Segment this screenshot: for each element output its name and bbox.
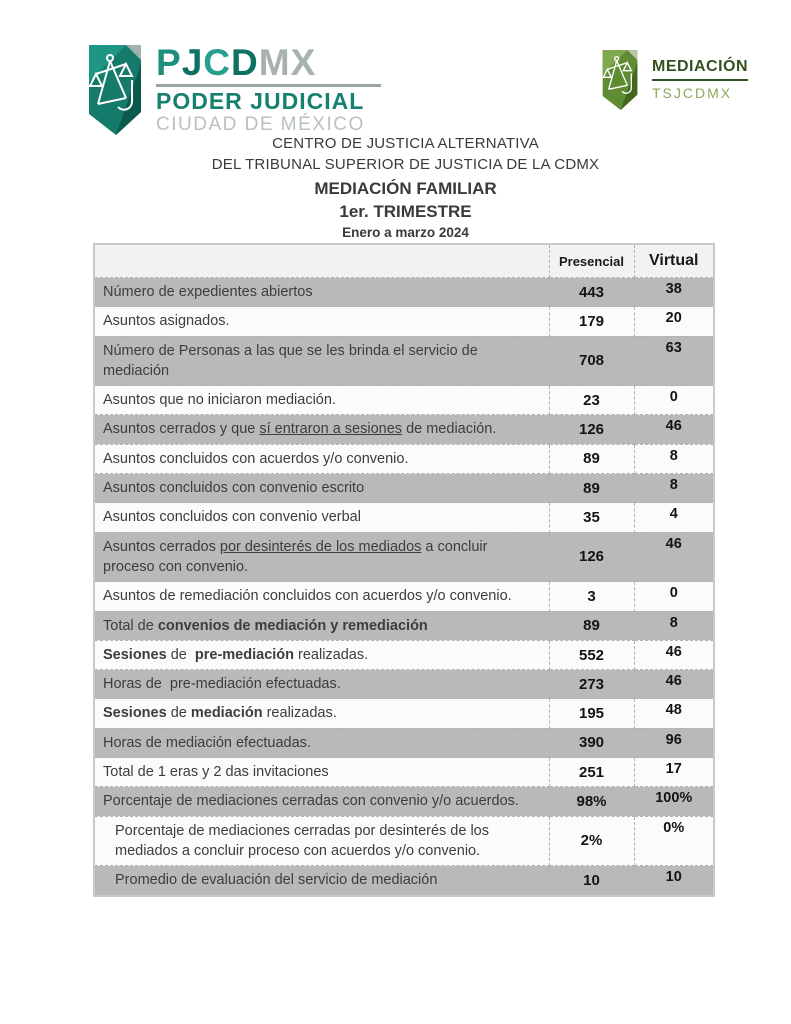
row-label bbox=[94, 503, 549, 532]
row-label-segment: Asuntos cerrados bbox=[103, 538, 220, 555]
row-label bbox=[94, 728, 549, 757]
presencial-column-header: Presencial bbox=[549, 244, 634, 278]
pjcdmx-logo bbox=[86, 42, 381, 138]
virtual-value: 8 bbox=[634, 444, 714, 473]
row-label-segment: de bbox=[166, 646, 195, 663]
virtual-value: 20 bbox=[634, 307, 714, 336]
row-label bbox=[94, 640, 549, 669]
row-label-segment: sí entraron a sesiones bbox=[259, 421, 403, 438]
row-label-segment: Porcentaje de mediaciones cerradas por desinterés de los mediados a concluir proceso con acuerdos y/o convenio. bbox=[115, 822, 494, 859]
row-label-segment: por desinterés de los mediados bbox=[219, 538, 422, 555]
row-label bbox=[94, 307, 549, 336]
stats-table-body bbox=[94, 278, 714, 896]
row-label-segment: Promedio de evaluación del servicio de mediación bbox=[115, 872, 438, 889]
row-label-segment: Asuntos que no iniciaron mediación. bbox=[103, 392, 336, 409]
row-label bbox=[94, 532, 549, 582]
virtual-value: 38 bbox=[634, 278, 714, 307]
scales-of-justice-icon bbox=[86, 42, 150, 138]
virtual-value: 17 bbox=[634, 758, 714, 787]
mediacion-shield-icon bbox=[600, 48, 644, 112]
virtual-value: 0% bbox=[634, 816, 714, 866]
row-label bbox=[94, 386, 549, 415]
presencial-value: 89 bbox=[549, 474, 634, 503]
row-label-segment: Asuntos de remediación concluidos con acuerdos y/o convenio. bbox=[103, 588, 512, 605]
poder-judicial-label: PODER JUDICIAL bbox=[156, 88, 365, 114]
row-label bbox=[94, 699, 549, 728]
tsjcdmx-label: TSJCDMX bbox=[652, 85, 733, 101]
table-row bbox=[94, 670, 714, 699]
mediation-stats-table bbox=[93, 243, 715, 897]
presencial-value: 552 bbox=[549, 640, 634, 669]
acronym-letter: P bbox=[156, 42, 182, 83]
virtual-value: 100% bbox=[634, 787, 714, 816]
table-row bbox=[94, 816, 714, 866]
ciudad-de-mexico-label: CIUDAD DE MÉXICO bbox=[156, 114, 365, 136]
row-label-segment: de mediación. bbox=[402, 421, 497, 438]
mediacion-label: MEDIACIÓN bbox=[652, 58, 748, 81]
presencial-value: 708 bbox=[549, 336, 634, 386]
table-row bbox=[94, 611, 714, 640]
row-label bbox=[94, 816, 549, 866]
acronym-letter: D bbox=[231, 42, 259, 83]
table-row bbox=[94, 278, 714, 307]
table-row bbox=[94, 503, 714, 532]
table-row bbox=[94, 307, 714, 336]
row-label-segment: pre-mediación bbox=[194, 646, 294, 663]
virtual-value: 0 bbox=[634, 582, 714, 611]
row-label-segment: a concluir proceso con convenio. bbox=[103, 538, 492, 575]
row-label bbox=[94, 670, 549, 699]
row-label bbox=[94, 611, 549, 640]
presencial-value: 89 bbox=[549, 611, 634, 640]
virtual-column-header: Virtual bbox=[634, 244, 714, 278]
row-label bbox=[94, 336, 549, 386]
presencial-value: 126 bbox=[549, 532, 634, 582]
label-column-header bbox=[94, 244, 549, 278]
row-label-segment: Total de bbox=[103, 617, 158, 634]
row-label bbox=[94, 787, 549, 816]
virtual-value: 8 bbox=[634, 611, 714, 640]
row-label-segment: Porcentaje de mediaciones cerradas con convenio y/o acuerdos. bbox=[103, 793, 519, 810]
row-label-segment: de bbox=[166, 705, 191, 722]
row-label-segment: Asuntos cerrados y que bbox=[103, 421, 260, 438]
presencial-value: 23 bbox=[549, 386, 634, 415]
org-line-1: CENTRO DE JUSTICIA ALTERNATIVA bbox=[272, 135, 539, 152]
virtual-value: 48 bbox=[634, 699, 714, 728]
presencial-value: 35 bbox=[549, 503, 634, 532]
acronym-letter: J bbox=[181, 42, 204, 83]
report-heading bbox=[20, 133, 791, 242]
org-line-2: DEL TRIBUNAL SUPERIOR DE JUSTICIA DE LA CDMX bbox=[211, 156, 600, 173]
table-row bbox=[94, 758, 714, 787]
virtual-value: 8 bbox=[634, 474, 714, 503]
presencial-value: 98% bbox=[549, 787, 634, 816]
virtual-value: 46 bbox=[634, 415, 714, 444]
virtual-value: 4 bbox=[634, 503, 714, 532]
table-row bbox=[94, 532, 714, 582]
presencial-value: 2% bbox=[549, 816, 634, 866]
row-label-segment: Asuntos asignados. bbox=[103, 313, 230, 330]
virtual-value: 0 bbox=[634, 386, 714, 415]
presencial-value: 195 bbox=[549, 699, 634, 728]
virtual-value: 46 bbox=[634, 670, 714, 699]
row-label-segment: convenios de mediación y remediación bbox=[157, 617, 428, 634]
presencial-value: 251 bbox=[549, 758, 634, 787]
table-row bbox=[94, 582, 714, 611]
virtual-value: 63 bbox=[634, 336, 714, 386]
presencial-value: 273 bbox=[549, 670, 634, 699]
row-label-segment: Sesiones bbox=[103, 705, 167, 722]
table-row bbox=[94, 474, 714, 503]
table-row bbox=[94, 386, 714, 415]
virtual-value: 96 bbox=[634, 728, 714, 757]
presencial-value: 3 bbox=[549, 582, 634, 611]
row-label bbox=[94, 474, 549, 503]
row-label-segment: Asuntos concluidos con acuerdos y/o convenio. bbox=[103, 450, 409, 467]
row-label-segment: Sesiones bbox=[103, 646, 167, 663]
row-label bbox=[94, 582, 549, 611]
table-row bbox=[94, 866, 714, 896]
row-label bbox=[94, 444, 549, 473]
table-row bbox=[94, 699, 714, 728]
row-label-segment: realizadas. bbox=[262, 705, 337, 722]
row-label bbox=[94, 415, 549, 444]
presencial-value: 390 bbox=[549, 728, 634, 757]
row-label-segment: Horas de pre-mediación efectuadas. bbox=[103, 676, 341, 693]
row-label-segment: Horas de mediación efectuadas. bbox=[103, 734, 311, 751]
row-label bbox=[94, 866, 549, 896]
mediacion-logo bbox=[600, 48, 748, 112]
table-row bbox=[94, 336, 714, 386]
row-label bbox=[94, 758, 549, 787]
row-label-segment: realizadas. bbox=[294, 646, 369, 663]
table-row bbox=[94, 640, 714, 669]
row-label bbox=[94, 278, 549, 307]
report-title: MEDIACIÓN FAMILIAR bbox=[314, 179, 497, 198]
row-label-segment: Número de Personas a las que se les brinda el servicio de mediación bbox=[103, 342, 482, 379]
pjcdmx-acronym bbox=[156, 44, 381, 81]
presencial-value: 126 bbox=[549, 415, 634, 444]
row-label-segment: Asuntos concluidos con convenio verbal bbox=[103, 509, 361, 526]
virtual-value: 46 bbox=[634, 640, 714, 669]
logo-divider bbox=[156, 84, 381, 87]
acronym-letter: M bbox=[258, 42, 291, 83]
table-row bbox=[94, 787, 714, 816]
table-header-row bbox=[94, 244, 714, 278]
row-label-segment: Total de 1 eras y 2 das invitaciones bbox=[103, 764, 329, 781]
acronym-letter: C bbox=[203, 42, 231, 83]
row-label-segment: Asuntos concluidos con convenio escrito bbox=[103, 480, 365, 497]
presencial-value: 179 bbox=[549, 307, 634, 336]
row-label-segment: Número de expedientes abiertos bbox=[103, 284, 313, 300]
presencial-value: 89 bbox=[549, 444, 634, 473]
presencial-value: 443 bbox=[549, 278, 634, 307]
table-row bbox=[94, 444, 714, 473]
report-period: Enero a marzo 2024 bbox=[342, 225, 469, 240]
acronym-letter: X bbox=[290, 42, 317, 83]
table-row bbox=[94, 728, 714, 757]
report-subtitle: 1er. TRIMESTRE bbox=[339, 202, 472, 221]
virtual-value: 10 bbox=[634, 866, 714, 896]
table-row bbox=[94, 415, 714, 444]
presencial-value: 10 bbox=[549, 866, 634, 896]
virtual-value: 46 bbox=[634, 532, 714, 582]
row-label-segment: mediación bbox=[190, 705, 263, 722]
